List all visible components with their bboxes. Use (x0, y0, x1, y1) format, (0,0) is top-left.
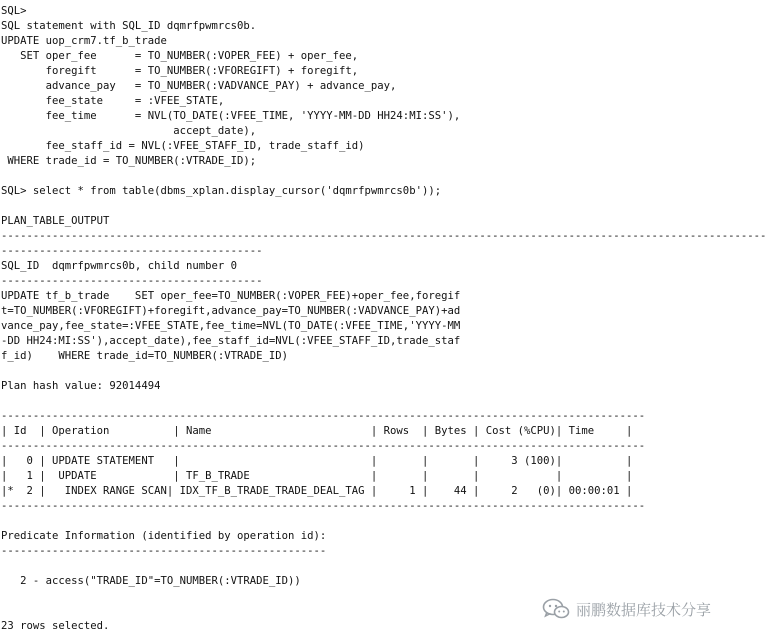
separator-line: ------------------------------------------------------------------------------------------------------------------------ (1, 230, 767, 242)
rows-selected-line: 23 rows selected. (1, 620, 110, 632)
terminal-line: WHERE trade_id = TO_NUMBER(:VTRADE_ID); (1, 155, 257, 167)
terminal-line (1, 199, 767, 214)
terminal-line: SET oper_fee = TO_NUMBER(:VOPER_FEE) + oper_fee, (1, 50, 359, 62)
sql-text-line: -DD HH24:MI:SS'),accept_date),fee_staff_id=NVL(:VFEE_STAFF_ID,trade_staf (1, 335, 461, 347)
terminal-line: fee_staff_id = NVL(:VFEE_STAFF_ID, trade_staff_id) (1, 140, 365, 152)
separator-line: --------------------------------------------------- (1, 545, 327, 557)
separator-line: ----------------------------------------------------------------------------------------------------- (1, 410, 646, 422)
sql-text-line: f_id) WHERE trade_id=TO_NUMBER(:VTRADE_ID) (1, 350, 289, 362)
wechat-icon (542, 597, 570, 621)
terminal-line (1, 559, 767, 574)
sqlplus-terminal-output (1, 4, 767, 634)
plan-table-row: | 0 | UPDATE STATEMENT | | | | 3 (100)| | (1, 455, 633, 467)
plan-table-row: | 1 | UPDATE | TF_B_TRADE | | | | | (1, 470, 633, 482)
plan-table-header: | Id | Operation | Name | Rows | Bytes | Cost (%CPU)| Time | (1, 425, 633, 437)
sql-id-line: SQL_ID dqmrfpwmrcs0b, child number 0 (1, 260, 237, 272)
predicate-line: 2 - access("TRADE_ID"=TO_NUMBER(:VTRADE_ID)) (1, 575, 301, 587)
plan-table-row: |* 2 | INDEX RANGE SCAN| IDX_TF_B_TRADE_TRADE_DEAL_TAG | 1 | 44 | 2 (0)| 00:00:01 | (1, 485, 633, 497)
terminal-line: accept_date), (1, 125, 257, 137)
terminal-line: SQL statement with SQL_ID dqmrfpwmrcs0b. (1, 20, 257, 32)
terminal-line (1, 514, 767, 529)
terminal-line: SQL> (1, 5, 27, 17)
watermark (542, 596, 711, 622)
sql-prompt-line: SQL> select * from table(dbms_xplan.display_cursor('dqmrfpwmrcs0b')); (1, 185, 442, 197)
terminal-line: fee_time = NVL(TO_DATE(:VFEE_TIME, 'YYYY-MM-DD HH24:MI:SS'), (1, 110, 461, 122)
plan-table-output-heading: PLAN_TABLE_OUTPUT (1, 215, 110, 227)
sql-text-line: vance_pay,fee_state=:VFEE_STATE,fee_time=NVL(TO_DATE(:VFEE_TIME,'YYYY-MM (1, 320, 461, 332)
terminal-line: fee_state = :VFEE_STATE, (1, 95, 225, 107)
terminal-line: advance_pay = TO_NUMBER(:VADVANCE_PAY) + advance_pay, (1, 80, 397, 92)
separator-line: ----------------------------------------------------------------------------------------------------- (1, 500, 646, 512)
terminal-line (1, 169, 767, 184)
predicate-heading: Predicate Information (identified by operation id): (1, 530, 327, 542)
terminal-line: UPDATE uop_crm7.tf_b_trade (1, 35, 167, 47)
separator-line: ----------------------------------------- (1, 245, 263, 257)
sql-text-line: UPDATE tf_b_trade SET oper_fee=TO_NUMBER(:VOPER_FEE)+oper_fee,foregif (1, 290, 461, 302)
terminal-line (1, 364, 767, 379)
sql-text-line: t=TO_NUMBER(:VFOREGIFT)+foregift,advance_pay=TO_NUMBER(:VADVANCE_PAY)+ad (1, 305, 461, 317)
separator-line: ----------------------------------------------------------------------------------------------------- (1, 440, 646, 452)
watermark-text: 丽鹏数据库技术分享 (576, 600, 712, 619)
terminal-line: foregift = TO_NUMBER(:VFOREGIFT) + foregift, (1, 65, 359, 77)
plan-hash-line: Plan hash value: 92014494 (1, 380, 161, 392)
terminal-line (1, 394, 767, 409)
separator-line: ----------------------------------------- (1, 275, 263, 287)
